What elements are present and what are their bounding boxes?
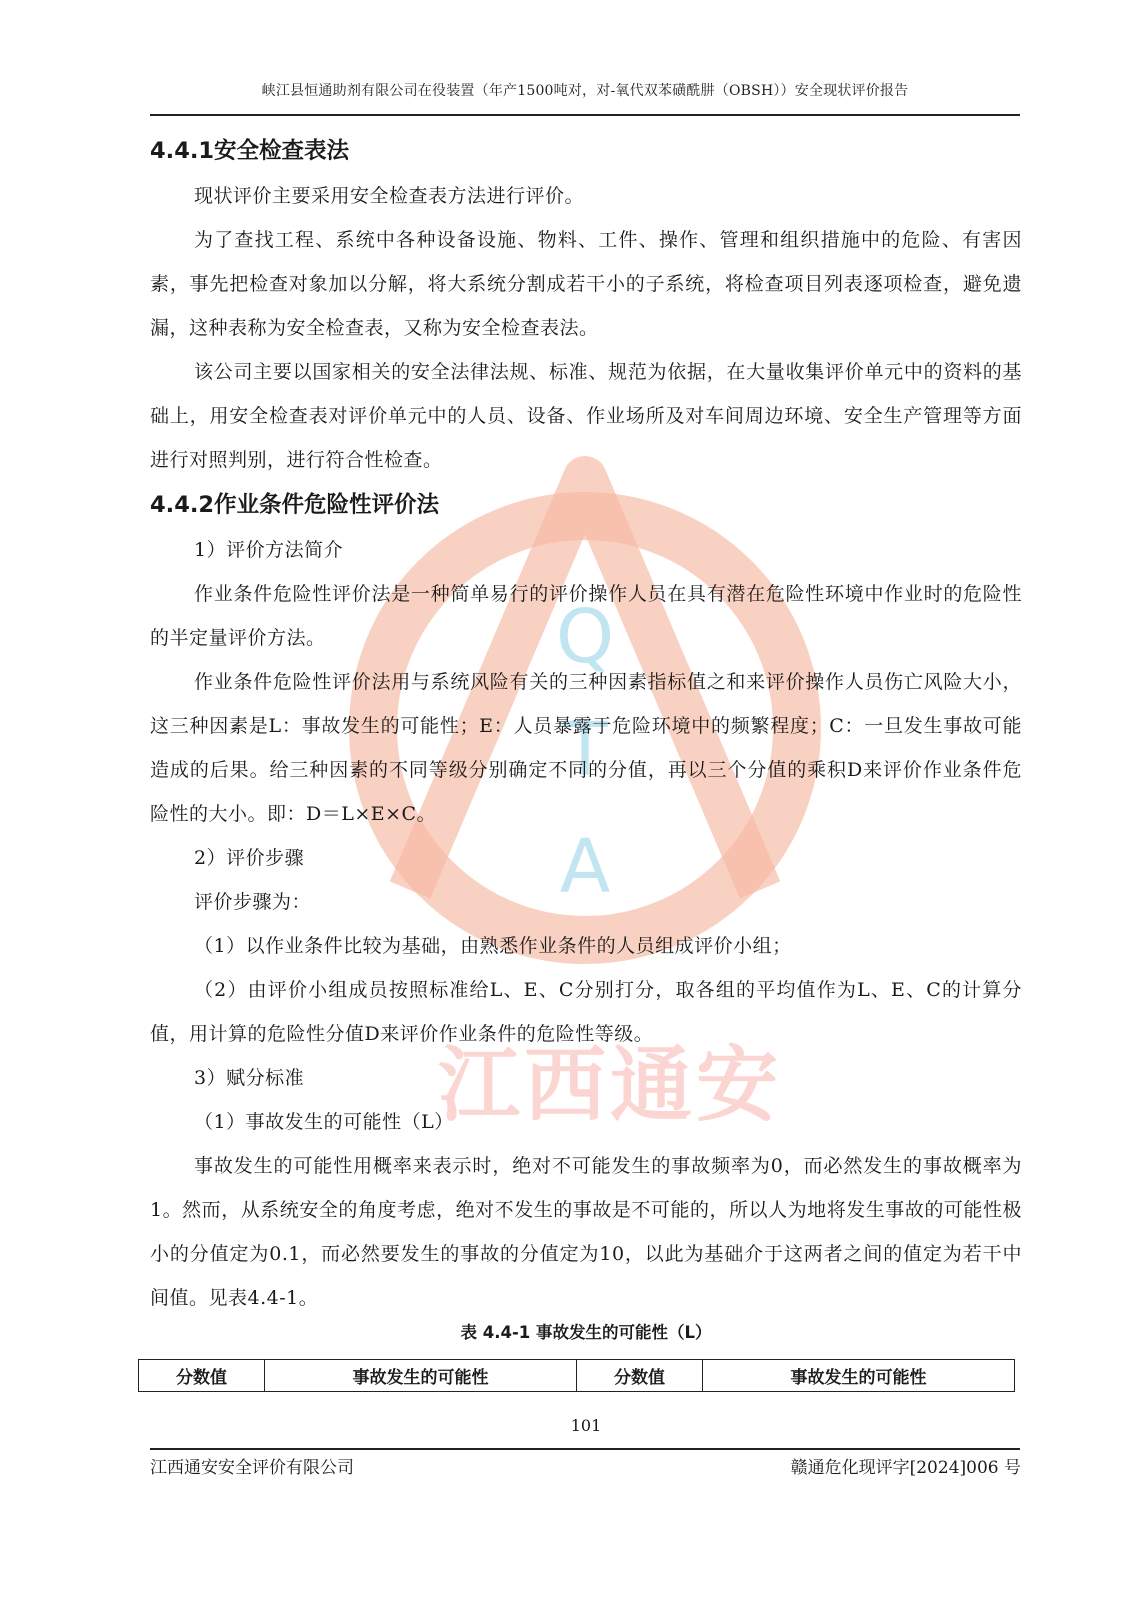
table-header-cell: 事故发生的可能性 (265, 1360, 577, 1392)
paragraph: 为了查找工程、系统中各种设备设施、物料、工件、操作、管理和组织措施中的危险、有害因素，事先把检查对象加以分解，将大系统分割成若干小的子系统，将检查项目列表逐项检查，避免遗漏，这种表称为安全检查表，又称为安全检查表法。 (150, 229, 1022, 339)
paragraph: 事故发生的可能性用概率来表示时，绝对不可能发生的事故频率为0，而必然发生的事故概率为1。然而，从系统安全的角度考虑，绝对不发生的事故是不可能的，所以人为地将发生事故的可能性极小的分值定为0.1，而必然要发生的事故的分值定为10，以此为基础介于这两者之间的值定为若干中间值。见表4.4-1。 (150, 1155, 1022, 1309)
watermark-text: 江西通安 (437, 1038, 782, 1133)
page-number: 101 (570, 1416, 602, 1435)
footer-company: 江西通安安全评价有限公司 (150, 1458, 354, 1478)
running-header: 峡江县恒通助剂有限公司在役装置（年产1500吨对，对-氧代双苯磺酰肼（OBSH））安全现状评价报告 (261, 83, 909, 99)
paragraph: 作业条件危险性评价法用与系统风险有关的三种因素指标值之和来评价操作人员伤亡风险大小，这三种因素是L：事故发生的可能性；E：人员暴露于危险环境中的频繁程度；C：一旦发生事故可能造成的后果。给三种因素的不同等级分别确定不同的分值，再以三个分值的乘积D来评价作业条件危险性的大小。即：D＝L×E×C。 (150, 671, 1022, 825)
table-caption: 表 4.4-1 事故发生的可能性（L） (460, 1323, 712, 1342)
section-heading: 4.4.1安全检查表法 (150, 138, 350, 164)
paragraph: 现状评价主要采用安全检查表方法进行评价。 (194, 185, 585, 207)
footer-rule (150, 1448, 1020, 1450)
watermark-letter: A (559, 824, 611, 910)
subheading: 3）赋分标准 (194, 1067, 305, 1089)
list-item: （1）以作业条件比较为基础，由熟悉作业条件的人员组成评价小组； (194, 935, 792, 957)
section-heading: 4.4.2作业条件危险性评价法 (150, 492, 440, 518)
table-header-cell: 事故发生的可能性 (703, 1360, 1015, 1392)
likelihood-table (138, 1359, 1015, 1392)
paragraph: 作业条件危险性评价法是一种简单易行的评价操作人员在具有潜在危险性环境中作业时的危险性的半定量评价方法。 (150, 583, 1022, 649)
table-header-cell: 分数值 (577, 1360, 703, 1392)
table-header-row (139, 1360, 1015, 1392)
list-item: （2）由评价小组成员按照标准给L、E、C分别打分，取各组的平均值作为L、E、C的计算分值，用计算的危险性分值D来评价作业条件的危险性等级。 (150, 979, 1022, 1045)
footer-report-number: 赣通危化现评字[2024]006 号 (790, 1458, 1021, 1478)
table-header-cell: 分数值 (139, 1360, 265, 1392)
paragraph: 评价步骤为： (194, 891, 312, 913)
paragraph: 该公司主要以国家相关的安全法律法规、标准、规范为依据，在大量收集评价单元中的资料的基础上，用安全检查表对评价单元中的人员、设备、作业场所及对车间周边环境、安全生产管理等方面进行对照判别，进行符合性检查。 (150, 361, 1022, 471)
body-content (150, 128, 1022, 1320)
header-rule (150, 114, 1020, 116)
subheading: 2）评价步骤 (194, 847, 305, 869)
watermark-letter: Q (555, 594, 615, 680)
watermark-letter: T (562, 707, 608, 793)
list-item: （1）事故发生的可能性（L） (194, 1111, 454, 1133)
subheading: 1）评价方法简介 (194, 539, 344, 561)
